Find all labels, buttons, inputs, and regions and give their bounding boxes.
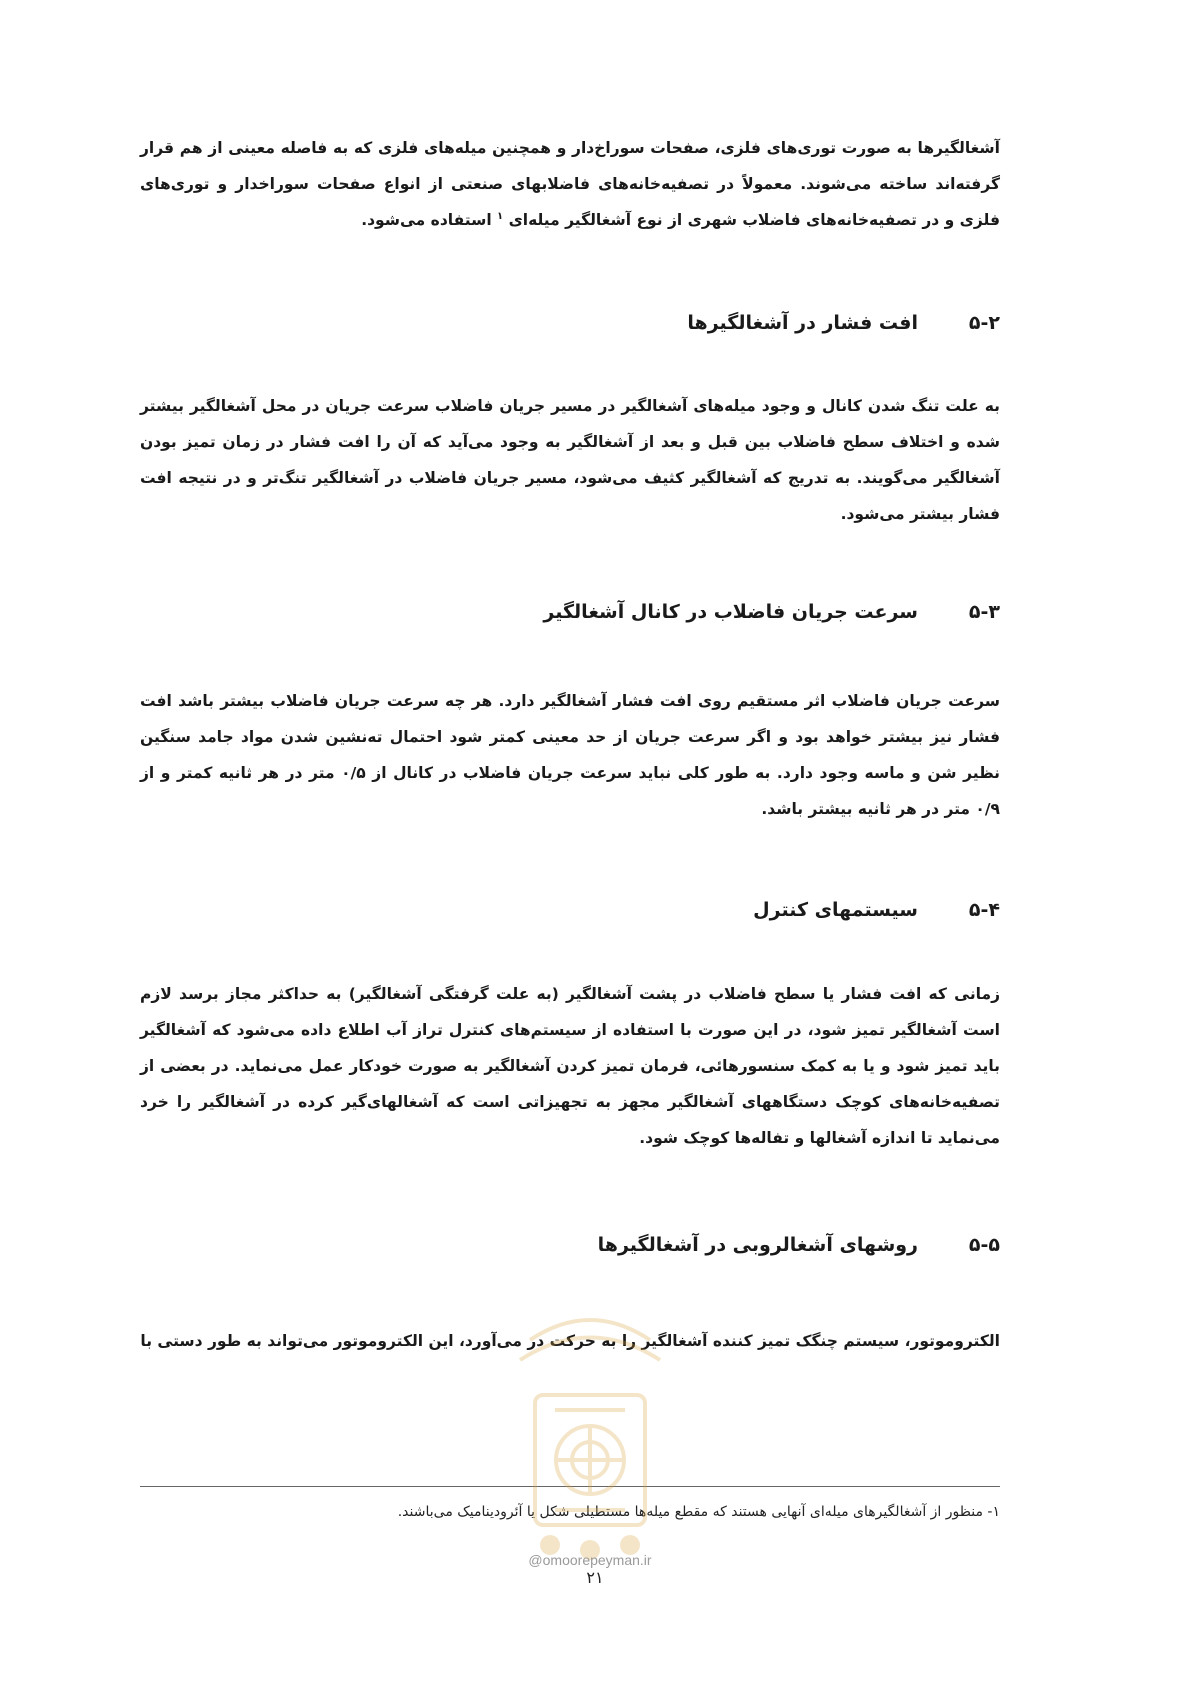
section-number: ۵-۴ <box>968 899 1000 921</box>
footnote: ۱- منظور از آشغالگیرهای میله‌ای آنهایی هستند که مقطع میله‌ها مستطیلی شکل یا آئرودینامیک می‌باشند. <box>397 1504 1000 1520</box>
page-number: ۲۱ <box>586 1568 604 1587</box>
footnote-ref[interactable]: ۱ <box>497 210 504 222</box>
section-number: ۵-۵ <box>968 1234 1000 1256</box>
section-heading-5-3 <box>140 597 1000 627</box>
section-heading-5-5 <box>140 1230 1000 1260</box>
section-5-3-paragraph: سرعت جریان فاضلاب اثر مستقیم روی افت فشار آشغالگیر دارد. هر چه سرعت جریان فاضلاب بیشتر باشد افت فشار نیز بیشتر خواهد بود و اگر سرعت جریان از حد معینی کمتر شود احتمال ته‌نشین شدن مواد جامد سنگین نظیر شن و ماسه وجود دارد. به طور کلی نباید سرعت جریان فاضلاب در کانال از ۰/۵ متر در هر ثانیه کمتر و از ۰/۹ متر در هر ثانیه بیشتر باشد. <box>140 692 1000 818</box>
section-heading-5-4 <box>140 895 1000 925</box>
section-title: سیستمهای کنترل <box>753 899 918 921</box>
section-5-4-paragraph: زمانی که افت فشار یا سطح فاضلاب در پشت آشغالگیر (به علت گرفتگی آشغالگیر) به حداکثر مجاز برسد لازم است آشغالگیر تمیز شود، در این صورت با استفاده از سیستم‌های کنترل تراز آب اطلاع داده می‌شود که آشغالگیر باید تمیز شود و یا به کمک سنسورهائی، فرمان تمیز کردن آشغالگیر به صورت خودکار عمل می‌نماید. در بعضی از تصفیه‌خانه‌های کوچک دستگاههای آشغالگیر مجهز به تجهیزاتی است که آشغالهای‌گیر کرده در آشغالگیر را خرد می‌نماید تا اندازه آشغالها و تفاله‌ها کوچک شود. <box>140 985 1000 1147</box>
section-title: روشهای آشغالروبی در آشغالگیرها <box>597 1234 918 1256</box>
intro-paragraph <box>140 130 1000 238</box>
section-number: ۵-۳ <box>968 601 1000 623</box>
section-heading-5-2 <box>140 308 1000 338</box>
watermark-url: @omoorepeyman.ir <box>528 1552 652 1568</box>
section-5-5-paragraph: الکتروموتور، سیستم چنگک تمیز کننده آشغالگیر را به حرکت در می‌آورد، این الکتروموتور می‌تواند به طور دستی با <box>140 1332 1000 1350</box>
intro-text: آشغالگیرها به صورت توری‌های فلزی، صفحات سوراخ‌دار و همچنین میله‌های فلزی که به فاصله معینی از هم قرار گرفته‌اند ساخته می‌شوند. معمولاً در تصفیه‌خانه‌های فاضلابهای صنعتی از انواع صفحات سوراخدار و توری‌های فلزی و در تصفیه‌خانه‌های فاضلاب شهری از نوع آشغالگیر میله‌ای <box>140 139 1000 229</box>
section-5-2-paragraph: به علت تنگ شدن کانال و وجود میله‌های آشغالگیر در مسیر جریان فاضلاب سرعت جریان در محل آشغالگیر بیشتر شده و اختلاف سطح فاضلاب بین قبل و بعد از آشغالگیر به وجود می‌آید که آن را افت فشار در زمان تمیز بودن آشغالگیر می‌گویند. به تدریج که آشغالگیر کثیف می‌شود، مسیر جریان فاضلاب در آشغالگیر تنگ‌تر و در نتیجه افت فشار بیشتر می‌شود. <box>140 397 1000 523</box>
footnote-divider <box>140 1486 1000 1487</box>
section-number: ۵-۲ <box>968 312 1000 334</box>
section-title: افت فشار در آشغالگیرها <box>687 312 918 334</box>
intro-text-end: استفاده می‌شود. <box>361 211 492 229</box>
section-title: سرعت جریان فاضلاب در کانال آشغالگیر <box>543 601 918 623</box>
